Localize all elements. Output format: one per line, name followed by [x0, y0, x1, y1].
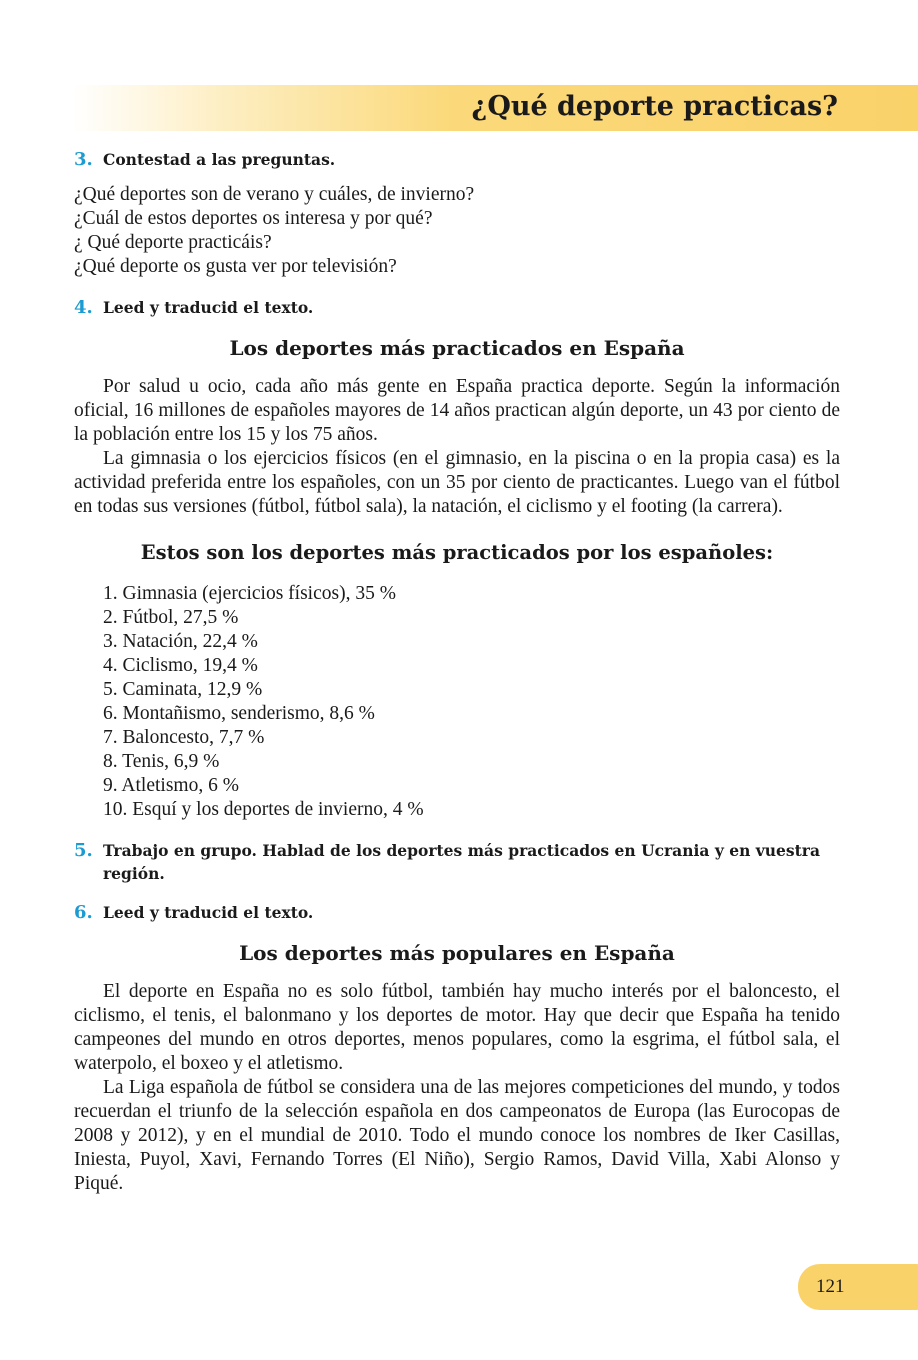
- task-instruction: Contestad a las preguntas.: [103, 150, 336, 169]
- task-5: [74, 839, 840, 885]
- question: ¿Cuál de estos deportes os interesa y por qué?: [74, 208, 433, 229]
- list-item: 1. Gimnasia (ejercicios físicos), 35 %: [103, 583, 396, 604]
- list-item: 8. Tenis, 6,9 %: [103, 751, 220, 772]
- paragraph: El deporte en España no es solo fútbol, también hay mucho interés por el baloncesto, el ciclismo, el tenis, el balonmano y los deportes de motor. Hay que decir que España ha tenido campeones del mundo en otros deportes, menos populares, como la esgrima, el fútbol sala, el waterpolo, el boxeo y el atletismo.: [74, 981, 840, 1074]
- question: ¿ Qué deporte practicáis?: [74, 232, 272, 253]
- task-6: [74, 901, 840, 924]
- task-instruction: Leed y traducid el texto.: [103, 298, 314, 317]
- page-content: [74, 148, 840, 1196]
- list-item: 7. Baloncesto, 7,7 %: [103, 727, 265, 748]
- paragraph: La Liga española de fútbol se considera una de las mejores competiciones del mundo, y todos recuerdan el triunfo de la selección española en dos campeonatos de Europa (las Eurocopas de 2008 y 2012), y en el mundial de 2010. Todo el mundo conoce los nombres de Iker Casillas, Iniesta, Puyol, Xavi, Fernando Torres (El Niño), Sergio Ramos, David Villa, Xabi Alonso y Piqué.: [74, 1077, 840, 1194]
- question: ¿Qué deportes son de verano y cuáles, de invierno?: [74, 184, 475, 205]
- list-item: 4. Ciclismo, 19,4 %: [103, 655, 258, 676]
- list-item: 10. Esquí y los deportes de invierno, 4 %: [103, 799, 424, 820]
- list-item: 9. Atletismo, 6 %: [103, 775, 239, 796]
- list-item: 3. Natación, 22,4 %: [103, 631, 258, 652]
- question: ¿Qué deporte os gusta ver por televisión?: [74, 256, 397, 277]
- task-instruction: Leed y traducid el texto.: [103, 903, 314, 922]
- list-title: Estos son los deportes más practicados por los españoles:: [140, 541, 774, 564]
- question-list: [74, 183, 840, 279]
- text-title: Los deportes más populares en España: [239, 941, 675, 965]
- task-number: 3.: [74, 149, 93, 170]
- task-number: 5.: [74, 840, 93, 861]
- paragraph: La gimnasia o los ejercicios físicos (en el gimnasio, en la piscina o en la propia casa) es la actividad preferida entre los españoles, con un 35 por ciento de practicantes. Luego van el fútbol en todas sus versiones (fútbol, fútbol sala), la natación, el ciclismo y el footing (la carrera).: [74, 448, 840, 517]
- task-number: 4.: [74, 297, 93, 318]
- text-title: Los deportes más practicados en España: [229, 336, 685, 360]
- paragraph: Por salud u ocio, cada año más gente en España practica deporte. Según la información oficial, 16 millones de españoles mayores de 14 años practican algún deporte, un 43 por ciento de la población entre los 15 y los 75 años.: [74, 376, 840, 445]
- list-item: 2. Fútbol, 27,5 %: [103, 607, 239, 628]
- page-number: 121: [816, 1276, 845, 1297]
- sports-list: [74, 582, 840, 822]
- list-item: 6. Montañismo, senderismo, 8,6 %: [103, 703, 375, 724]
- task-4: [74, 296, 840, 319]
- list-item: 5. Caminata, 12,9 %: [103, 679, 263, 700]
- task-instruction: Trabajo en grupo. Hablad de los deportes más practicados en Ucrania y en vuestra región.: [103, 841, 820, 883]
- page-title: ¿Qué deporte practicas?: [471, 91, 838, 122]
- task-3: [74, 148, 840, 171]
- task-number: 6.: [74, 902, 93, 923]
